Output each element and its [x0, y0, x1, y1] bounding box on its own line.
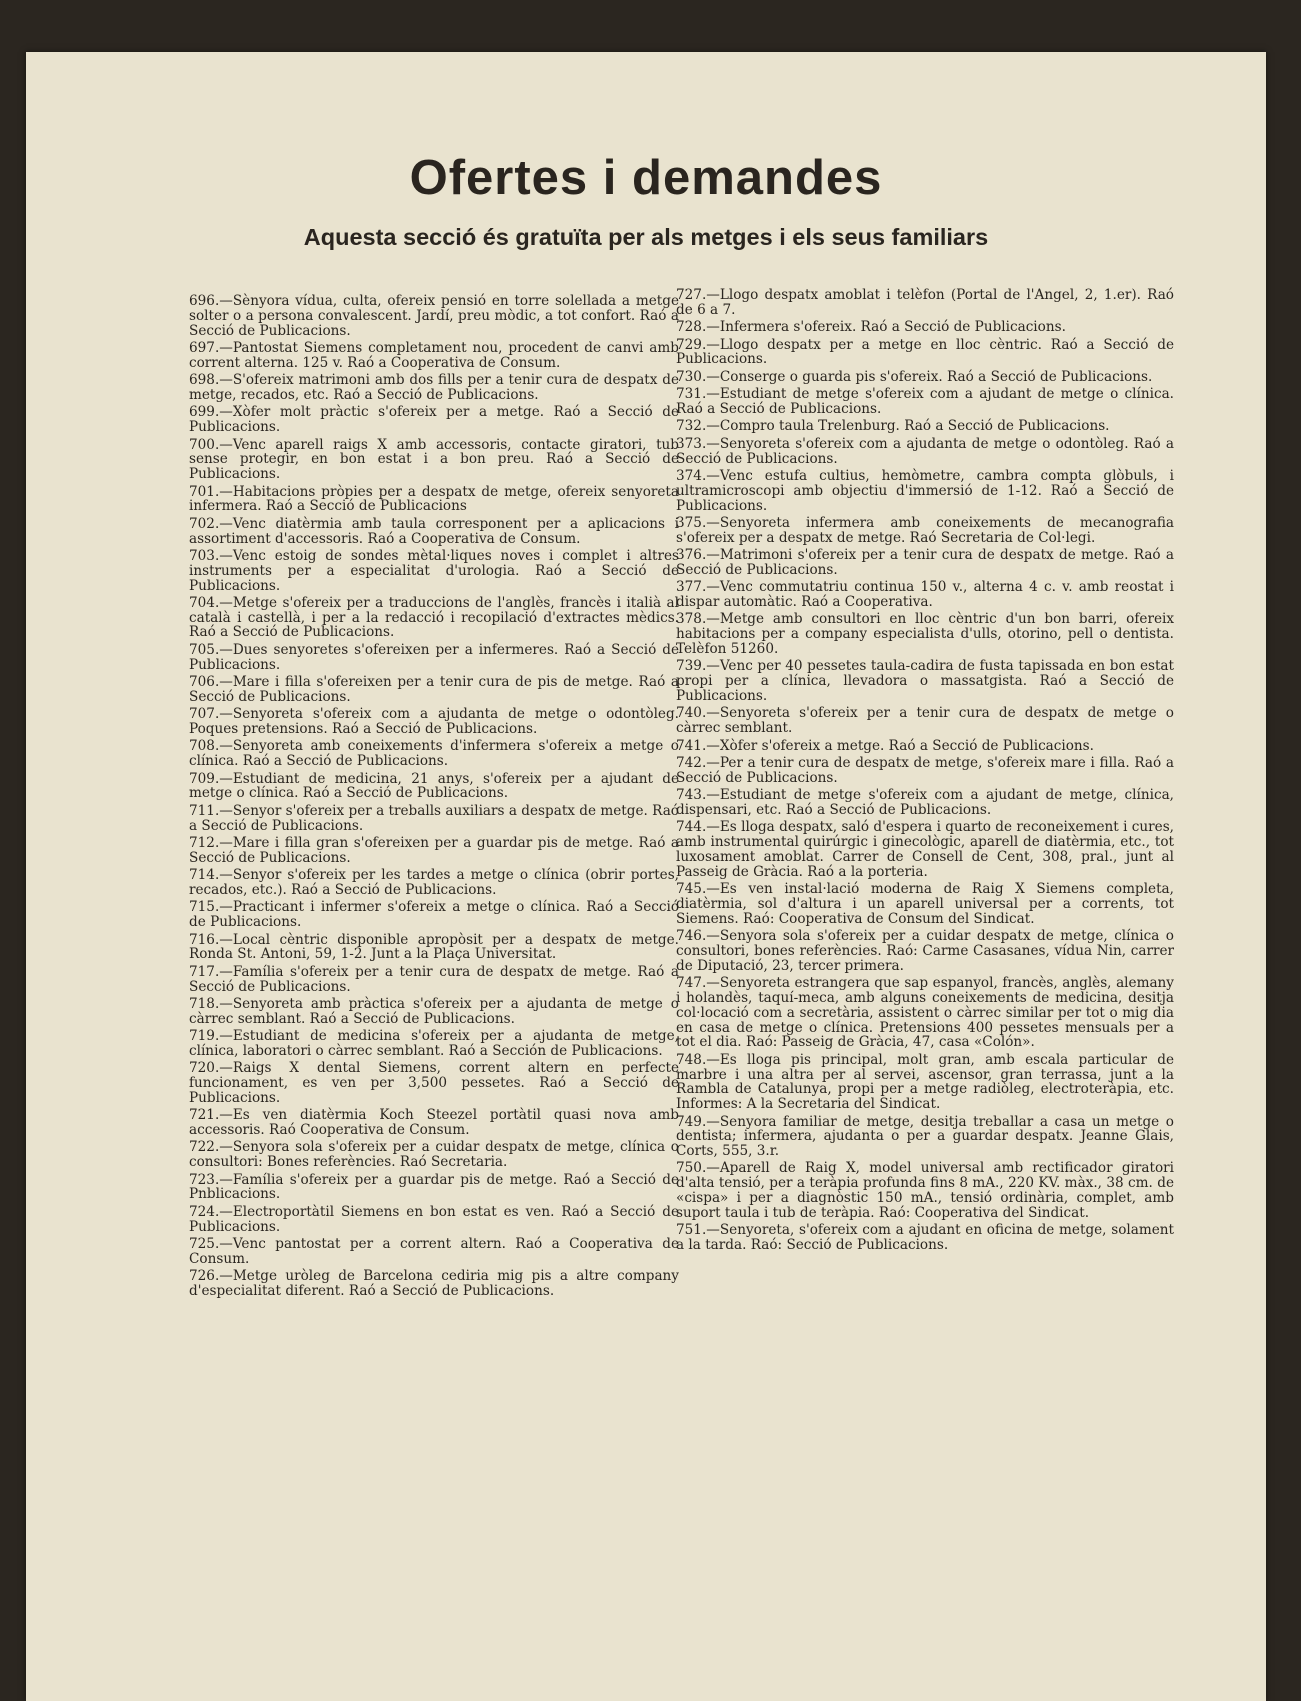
classified-entry: 705.—Dues senyoretes s'ofereixen per a infermeres. Raó a Secció de Publicacions. — [189, 641, 679, 673]
classified-entry: 748.—Es lloga pis principal, molt gran, amb escala particular de marbre i una altra per al servei, ascensor, gran terrassa, junt a la Rambla de Catalunya, propi per a metge radiòleg, electroteràpia, etc. Informes: A la Secretaria del Sindicat. — [676, 1051, 1174, 1113]
classified-entry: 718.—Senyoreta amb pràctica s'ofereix per a ajudanta de metge o càrrec semblant. Raó a Secció de Publicacions. — [189, 995, 679, 1027]
classified-entry: 745.—Es ven instal·lació moderna de Raig X Siemens completa, diatèrmia, sol d'altura i un aparell universal per a corrents, tot Siemens. Raó: Cooperativa de Consum del Sindicat. — [676, 881, 1174, 927]
classified-entry: 729.—Llogo despatx per a metge en lloc cèntric. Raó a Secció de Publicacions. — [676, 336, 1174, 368]
classified-entry: 741.—Xòfer s'ofereix a metge. Raó a Secció de Publicacions. — [676, 737, 1094, 754]
left-column — [189, 294, 679, 1301]
classified-entry: 751.—Senyoreta, s'ofereix com a ajudant en oficina de metge, solament a la tarda. Raó: Secció de Publicacions. — [676, 1222, 1174, 1254]
classified-entry: 707.—Senyoreta s'ofereix com a ajudanta de metge o odontòleg. Poques pretensions. Raó a Secció de Publicacions. — [189, 706, 679, 738]
classified-entry: 750.—Aparell de Raig X, model universal amb rectificador giratori d'alta tensió, per a teràpia profunda fins 8 mA., 220 KV. màx., 38 cm. de «cispa» i per a diagnòstic 150 mA., tensió ordinària, complet, amb suport taula i tub de teràpia. Raó: Cooperativa del Sindicat. — [676, 1160, 1174, 1221]
classified-entry: 703.—Venc estoig de sondes mètal·liques noves i complet i altres instruments per a especialitat d'urologia. Raó a Secció de Publicacions. — [189, 547, 679, 594]
page-subtitle: Aquesta secció és gratuïta per als metges i els seus familiars — [303, 224, 989, 250]
classified-entry: 712.—Mare i filla gran s'ofereixen per a guardar pis de metge. Raó a Secció de Publicacions. — [189, 835, 679, 866]
classified-entry: 709.—Estudiant de medicina, 21 anys, s'ofereix per a ajudant de metge o clínica. Raó a Secció de Publicacions. — [189, 770, 679, 802]
classified-entry: 714.—Senyor s'ofereix per les tardes a metge o clínica (obrir portes, recados, etc.). Raó a Secció de Publicacions. — [189, 867, 679, 898]
classified-entry: 708.—Senyoreta amb coneixements d'infermera s'ofereix a metge o clínica. Raó a Secció de Publicacions. — [189, 738, 679, 770]
classified-entry: 699.—Xòfer molt pràctic s'ofereix per a metge. Raó a Secció de Publicacions. — [189, 404, 679, 436]
classified-entry: 731.—Estudiant de metge s'ofereix com a ajudant de metge o clínica. Raó a Secció de Publicacions. — [676, 386, 1174, 417]
classified-entry: 715.—Practicant i infermer s'ofereix a metge o clínica. Raó a Secció de Publicacions. — [189, 899, 679, 931]
classified-entry: 720.—Raigs X dental Siemens, corrent altern en perfecte funcionament, es ven per 3,500 pessetes. Raó a Secció de Publicacions. — [189, 1060, 679, 1106]
classified-entry: 728.—Infermera s'ofereix. Raó a Secció de Publicacions. — [676, 319, 1066, 336]
classified-entry: 700.—Venc aparell raigs X amb accessoris, contacte giratori, tub sense protegir, en bon estat i a bon preu. Raó a Secció de Publicacions. — [189, 436, 679, 483]
classified-entry: 711.—Senyor s'ofereix per a treballs auxiliars a despatx de metge. Raó a Secció de Publicacions. — [189, 802, 679, 834]
classified-entry: 706.—Mare i filla s'ofereixen per a tenir cura de pis de metge. Raó a Secció de Publicacions. — [189, 674, 679, 705]
classified-entry: 377.—Venc commutatriu continua 150 v., alterna 4 c. v. amb reostat i dispar automàtic. Raó a Cooperativa. — [676, 579, 1174, 611]
classified-entry: 747.—Senyoreta estrangera que sap espanyol, francès, anglès, alemany i holandès, taquí-meca, amb alguns coneixements de medicina, desitja col·locació com a secretària, assistent o càrrec similar per tot o mig dia en casa de metge o clínica. Pretensions 400 pessetes mensuals per a tot el dia. Raó: Passeig de Gràcia, 47, casa «Colón». — [676, 975, 1174, 1051]
document-page — [26, 52, 1266, 1701]
classified-entry: 698.—S'ofereix matrimoni amb dos fills per a tenir cura de despatx de metge, recados, etc. Raó a Secció de Publicacions. — [189, 372, 679, 403]
classified-entry: 374.—Venc estufa cultius, hemòmetre, cambra compta glòbuls, i ultramicroscopi amb objectiu d'immersió de 1-12. Raó a Secció de Publicacions. — [676, 467, 1174, 514]
classified-entry: 696.—Sènyora vídua, culta, ofereix pensió en torre solellada a metge solter o a persona convalescent. Jardí, preu mòdic, a tot confort. Raó a Secció de Publicacions. — [189, 293, 679, 339]
classified-entry: 717.—Família s'ofereix per a tenir cura de despatx de metge. Raó a Secció de Publicacions. — [189, 963, 679, 995]
classified-entry: 722.—Senyora sola s'ofereix per a cuidar despatx de metge, clínica o consultori: Bones referències. Raó Secretaria. — [189, 1139, 679, 1171]
classified-entry: 704.—Metge s'ofereix per a traduccions de l'anglès, francès i italià al català i castellà, i per a la redacció i recopilació d'extractes mèdics. Raó a Secció de Publicacions. — [189, 594, 679, 641]
classified-entry: 697.—Pantostat Siemens completament nou, procedent de canvi amb corrent alterna. 125 v. Raó a Cooperativa de Consum. — [189, 339, 679, 371]
classified-entry: 742.—Per a tenir cura de despatx de metge, s'ofereix mare i filla. Raó a Secció de Publicacions. — [676, 755, 1174, 786]
classified-entry: 739.—Venc per 40 pessetes taula-cadira de fusta tapissada en bon estat propi per a clínica, llevadora o massatgista. Raó a Secció de Publicacions. — [676, 658, 1174, 705]
classified-entry: 743.—Estudiant de metge s'ofereix com a ajudant de metge, clínica, dispensari, etc. Raó a Secció de Publicacions. — [676, 787, 1174, 818]
page-title: Ofertes i demandes — [409, 151, 883, 205]
classified-entry: 716.—Local cèntric disponible apropòsit per a despatx de metge. Ronda St. Antoni, 59, 1-2. Junt a la Plaça Universitat. — [189, 931, 679, 963]
classified-entry: 724.—Electroportàtil Siemens en bon estat es ven. Raó a Secció de Publicacions. — [189, 1203, 679, 1235]
classified-entry: 721.—Es ven diatèrmia Koch Steezel portàtil quasi nova amb accessoris. Raó Cooperativa de Consum. — [189, 1107, 679, 1139]
classified-entry: 746.—Senyora sola s'ofereix per a cuidar despatx de metge, clínica o consultori, bones referències. Raó: Carme Casasanes, vídua Nin, carrer de Diputació, 23, tercer primera. — [676, 928, 1174, 974]
classified-entry: 373.—Senyoreta s'ofereix com a ajudanta de metge o odontòleg. Raó a Secció de Publicacions. — [676, 435, 1174, 467]
classified-entry: 732.—Compro taula Trelenburg. Raó a Secció de Publicacions. — [676, 418, 1110, 435]
classified-entry: 719.—Estudiant de medicina s'ofereix per a ajudanta de metge, clínica, laboratori o càrrec semblant. Raó a Sección de Publicacions. — [189, 1028, 679, 1059]
classified-entry: 730.—Conserge o guarda pis s'ofereix. Raó a Secció de Publicacions. — [676, 368, 1153, 385]
classified-entry: 378.—Metge amb consultori en lloc cèntric d'un bon barri, ofereix habitacions per a company especialista d'ulls, otorino, pell o dentista. Telèfon 51260. — [676, 611, 1174, 658]
classified-entry: 744.—Es lloga despatx, saló d'espera i quarto de reconeixement i cures, amb instrumental quirúrgic i ginecològic, aparell de diatèrmia, etc., tot luxosament amoblat. Carrer de Consell de Cent, 308, pral., junt al Passeig de Gràcia. Raó a la porteria. — [676, 819, 1174, 880]
right-column — [676, 288, 1174, 1255]
classified-entry: 701.—Habitacions pròpies per a despatx de metge, ofereix senyoreta infermera. Raó a Secció de Publicacions — [189, 483, 679, 515]
classified-entry: 702.—Venc diatèrmia amb taula corresponent per a aplicacions i assortiment d'accessoris. Raó a Cooperativa de Consum. — [189, 515, 679, 547]
classified-entry: 725.—Venc pantostat per a corrent altern. Raó a Cooperativa de Consum. — [189, 1236, 679, 1267]
classified-entry: 723.—Família s'ofereix per a guardar pis de metge. Raó a Secció de Pnblicacions. — [189, 1171, 679, 1203]
classified-entry: 376.—Matrimoni s'ofereix per a tenir cura de despatx de metge. Raó a Secció de Publicacions. — [676, 547, 1174, 578]
classified-entry: 375.—Senyoreta infermera amb coneixements de mecanografia s'ofereix per a despatx de metge. Raó Secretaria de Col·legi. — [676, 514, 1174, 546]
classified-entry: 740.—Senyoreta s'ofereix per a tenir cura de despatx de metge o càrrec semblant. — [676, 705, 1174, 737]
classified-entry: 727.—Llogo despatx amoblat i telèfon (Portal de l'Angel, 2, 1.er). Raó de 6 a 7. — [676, 287, 1174, 318]
classified-entry: 726.—Metge uròleg de Barcelona cediria mig pis a altre company d'especialitat diferent. Raó a Secció de Publicacions. — [189, 1268, 679, 1300]
classified-entry: 749.—Senyora familiar de metge, desitja treballar a casa un metge o dentista; infermera, ajudanta o per a guardar despatx. Jeanne Glais, Corts, 555, 3.r. — [676, 1113, 1174, 1160]
